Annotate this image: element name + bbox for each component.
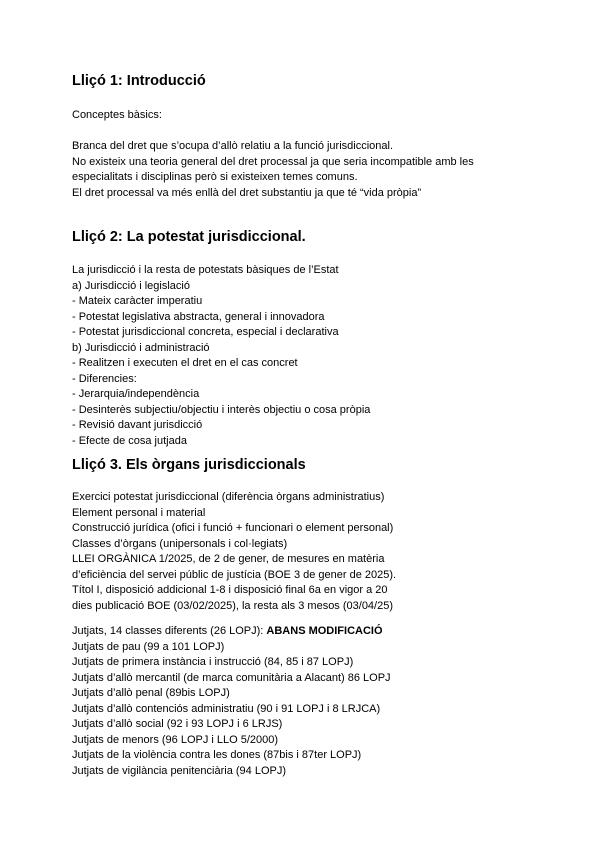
list-line: - Potestat legislativa abstracta, general i innovadora — [72, 310, 325, 323]
courts-intro: Jutjats, 14 classes diferents (26 LOPJ): — [72, 625, 267, 637]
lesson3-heading: Lliçó 3. Els òrgans jurisdiccionals — [72, 457, 306, 473]
court-item: Jutjats de vigilància penitenciària (94 LOPJ) — [72, 764, 287, 777]
list-line: - Diferencies: — [72, 372, 137, 385]
list-line: - Potestat jurisdiccional concreta, especial i declarativa — [72, 326, 339, 338]
court-item: Jutjats de menors (96 LOPJ i LLO 5/2000) — [72, 733, 279, 746]
courts-note: ABANS MODIFICACIÓ — [266, 625, 383, 637]
court-item: Jutjats d’allò mercantil (de marca comunitària a Alacant) 86 LOPJ — [72, 671, 391, 684]
paragraph-line: Títol I, disposició addicional 1-8 i disposició final 6a en vigor a 20 — [72, 584, 388, 596]
paragraph-line: Element personal i material — [72, 506, 206, 519]
list-line: - Jerarquia/independència — [72, 388, 200, 400]
lesson1-body — [72, 139, 542, 201]
list-line: a) Jurisdicció i legislació — [72, 279, 190, 292]
list-line: La jurisdicció i la resta de potestats bàsiques de l’Estat — [72, 264, 339, 276]
court-item: Jutjats de la violència contra les dones (87bis i 87ter LOPJ) — [72, 749, 362, 761]
paragraph-line: Construcció jurídica (ofici i funció + funcionari o element personal) — [72, 522, 394, 534]
court-item: Jutjats d’allò penal (89bis LOPJ) — [72, 687, 230, 699]
lesson2-body — [72, 263, 542, 449]
paragraph-line: Classes d’òrgans (unipersonals i col·legiats) — [72, 537, 288, 550]
courts-intro-line — [72, 624, 542, 640]
lesson1-subtitle-block — [72, 108, 542, 124]
list-line: - Realitzen i executen el dret en el cas concret — [72, 357, 298, 369]
list-line: - Revisió davant jurisdicció — [72, 419, 203, 431]
lesson1-heading: Lliçó 1: Introducció — [72, 73, 206, 89]
paragraph-line: LLEI ORGÀNICA 1/2025, de 2 de gener, de mesures en matèria — [72, 553, 385, 565]
paragraph-line: Branca del dret que s’ocupa d’allò relatiu a la funció jurisdiccional. — [72, 140, 394, 152]
paragraph-line: dies publicació BOE (03/02/2025), la resta als 3 mesos (03/04/25) — [72, 599, 394, 612]
paragraph-line: especialitats i disciplinas però si existeixen temes comuns. — [72, 171, 358, 183]
court-item: Jutjats d’allò social (92 i 93 LOPJ i 6 LRJS) — [72, 718, 283, 730]
list-line: - Desinterès subjectiu/objectiu i interès objectiu o cosa pròpia — [72, 403, 371, 416]
court-item: Jutjats d’allò contenciós administratiu (90 i 91 LOPJ i 8 LRJCA) — [72, 702, 381, 715]
list-line: - Efecte de cosa jutjada — [72, 434, 187, 447]
court-item: Jutjats de pau (99 a 101 LOPJ) — [72, 640, 225, 653]
list-line: - Mateix caràcter imperatiu — [72, 295, 203, 307]
lesson3-body — [72, 490, 542, 614]
paragraph-line: d’eficiència del servei públic de justícia (BOE 3 de gener de 2025). — [72, 568, 397, 581]
lesson2-heading: Lliçó 2: La potestat jurisdiccional. — [72, 229, 306, 245]
paragraph-line: No existeix una teoria general del dret processal ja que seria incompatible amb les — [72, 155, 474, 168]
paragraph-line: Exercici potestat jurisdiccional (diferència òrgans administratius) — [72, 491, 385, 503]
list-line: b) Jurisdicció i administració — [72, 341, 210, 354]
paragraph-line: El dret processal va més enllà del dret substantiu ja que té “vida pròpia” — [72, 186, 422, 199]
lesson1-subtitle: Conceptes bàsics: — [72, 109, 162, 121]
court-item: Jutjats de primera instància i instrucció (84, 85 i 87 LOPJ) — [72, 656, 354, 668]
courts-list — [72, 624, 542, 779]
